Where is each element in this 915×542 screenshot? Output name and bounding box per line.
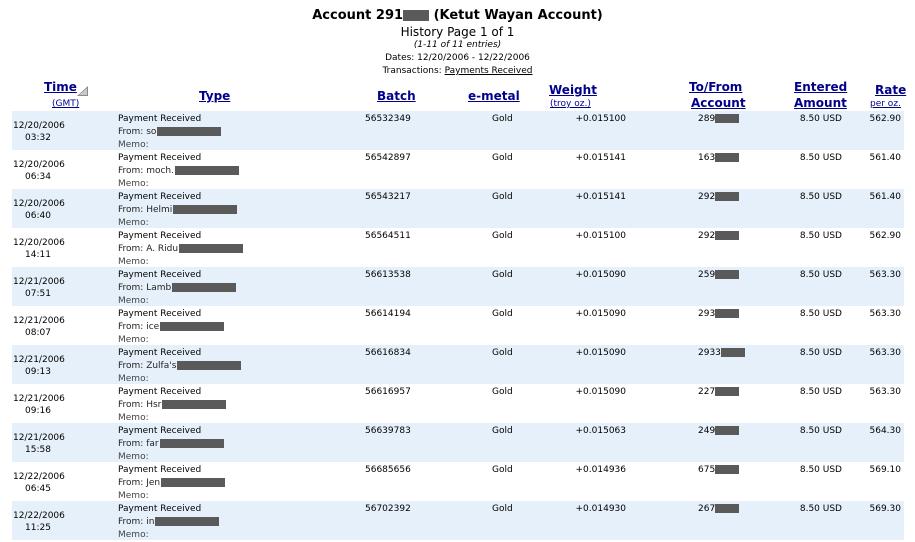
row-memo: Memo:: [118, 491, 149, 501]
row-time: 11:25: [25, 523, 51, 533]
redacted-block: [161, 478, 225, 487]
col-rate-unit[interactable]: per oz.: [870, 99, 901, 109]
row-metal: Gold: [492, 387, 513, 397]
redacted-block: [715, 114, 739, 123]
row-weight: +0.015141: [575, 153, 626, 163]
history-table: [12, 111, 904, 540]
account-number: Account 291: [312, 8, 404, 23]
row-metal: Gold: [492, 465, 513, 475]
redacted-block: [155, 517, 219, 526]
row-amount: 8.50 USD: [799, 387, 842, 397]
row-from: [118, 322, 224, 332]
row-from: [118, 478, 225, 488]
row-account-text: 289: [698, 114, 716, 124]
redacted-block: [715, 192, 739, 201]
row-metal: Gold: [492, 192, 513, 202]
row-memo: Memo:: [118, 374, 149, 384]
row-time: 09:16: [25, 406, 51, 416]
row-type: Payment Received: [118, 270, 202, 280]
row-weight: +0.015141: [575, 192, 626, 202]
date-range: Dates: 12/20/2006 - 12/22/2006: [385, 53, 530, 63]
row-type: Payment Received: [118, 348, 202, 358]
row-memo: Memo:: [118, 413, 149, 423]
col-rate-header[interactable]: Rate: [875, 83, 907, 97]
table-row: [12, 150, 904, 189]
row-metal: Gold: [492, 153, 513, 163]
row-memo: Memo:: [118, 296, 149, 306]
row-rate: 569.10: [869, 465, 901, 475]
row-rate: 564.30: [869, 426, 901, 436]
redacted-block: [172, 283, 236, 292]
row-from-text: From: Lamb: [118, 283, 172, 293]
row-from-text: From: so: [118, 127, 157, 137]
row-rate: 569.30: [869, 504, 901, 514]
row-amount: 8.50 USD: [799, 348, 842, 358]
row-weight: +0.015090: [575, 387, 626, 397]
row-amount: 8.50 USD: [799, 153, 842, 163]
row-from-text: From: Zulfa's: [118, 361, 177, 371]
col-time-header[interactable]: Time: [44, 80, 77, 94]
row-type: Payment Received: [118, 426, 202, 436]
row-account-text: 2933: [698, 348, 721, 358]
row-batch: 56616834: [365, 348, 411, 358]
row-memo: Memo:: [118, 530, 149, 540]
row-from: [118, 439, 224, 449]
row-amount: 8.50 USD: [799, 114, 842, 124]
col-weight-header[interactable]: Weight: [549, 83, 597, 97]
col-type-header[interactable]: Type: [199, 89, 231, 103]
redacted-block: [177, 361, 241, 370]
redacted-block: [162, 400, 226, 409]
table-row: [12, 228, 904, 267]
account-name: (Ketut Wayan Account): [433, 8, 603, 23]
redacted-block: [715, 270, 739, 279]
table-row: [12, 111, 904, 150]
row-from-text: From: ice: [118, 322, 160, 332]
table-row: [12, 462, 904, 501]
table-row: [12, 501, 904, 540]
payments-received-link[interactable]: Payments Received: [444, 66, 533, 76]
row-rate: 563.30: [869, 348, 901, 358]
col-weight-unit[interactable]: (troy oz.): [550, 99, 591, 109]
row-memo: Memo:: [118, 335, 149, 345]
row-time: 08:07: [25, 328, 51, 338]
row-batch: 56616957: [365, 387, 411, 397]
row-account-text: 293: [698, 309, 716, 319]
row-time: 06:34: [25, 172, 51, 182]
row-from-text: From: in: [118, 517, 155, 527]
history-page-title: History Page 1 of 1: [400, 25, 515, 39]
row-account: [698, 270, 739, 280]
row-date: 12/22/2006: [13, 511, 65, 521]
col-entered-header-line2[interactable]: Amount: [794, 96, 847, 110]
row-amount: 8.50 USD: [799, 504, 842, 514]
row-account-text: 259: [698, 270, 716, 280]
row-account: [698, 348, 745, 358]
row-amount: 8.50 USD: [799, 426, 842, 436]
sort-ascending-icon[interactable]: [77, 86, 88, 96]
redacted-block: [173, 205, 237, 214]
row-account: [698, 504, 739, 514]
row-account: [698, 465, 739, 475]
row-date: 12/21/2006: [13, 433, 65, 443]
table-row: [12, 189, 904, 228]
row-date: 12/22/2006: [13, 472, 65, 482]
row-date: 12/20/2006: [13, 121, 65, 131]
row-metal: Gold: [492, 114, 513, 124]
redacted-block: [403, 10, 429, 21]
row-rate: 563.30: [869, 309, 901, 319]
row-from-text: From: moch.: [118, 166, 174, 176]
row-batch: 56639783: [365, 426, 411, 436]
table-row: [12, 345, 904, 384]
row-metal: Gold: [492, 504, 513, 514]
col-batch-header[interactable]: Batch: [377, 89, 416, 103]
redacted-block: [715, 465, 739, 474]
row-rate: 561.40: [869, 153, 901, 163]
row-memo: Memo:: [118, 452, 149, 462]
row-account-text: 292: [698, 231, 716, 241]
redacted-block: [160, 439, 224, 448]
redacted-block: [715, 504, 739, 513]
row-date: 12/20/2006: [13, 199, 65, 209]
redacted-block: [160, 322, 224, 331]
row-weight: +0.015100: [575, 231, 626, 241]
row-type: Payment Received: [118, 387, 202, 397]
row-memo: Memo:: [118, 179, 149, 189]
row-from-text: From: A. Ridu: [118, 244, 179, 254]
redacted-block: [721, 348, 745, 357]
row-amount: 8.50 USD: [799, 465, 842, 475]
row-time: 07:51: [25, 289, 51, 299]
row-from: [118, 244, 243, 254]
row-batch: 56613538: [365, 270, 411, 280]
row-account-text: 227: [698, 387, 716, 397]
row-from: [118, 127, 221, 137]
row-time: 03:32: [25, 133, 51, 143]
redacted-block: [715, 153, 739, 162]
row-rate: 563.30: [869, 270, 901, 280]
row-date: 12/21/2006: [13, 277, 65, 287]
row-account: [698, 426, 739, 436]
row-account-text: 249: [698, 426, 716, 436]
row-date: 12/21/2006: [13, 394, 65, 404]
row-time: 06:40: [25, 211, 51, 221]
row-batch: 56685656: [365, 465, 411, 475]
table-row: [12, 384, 904, 423]
redacted-block: [157, 127, 221, 136]
row-type: Payment Received: [118, 192, 202, 202]
col-tofrom-header-line1[interactable]: To/From: [689, 80, 743, 94]
row-weight: +0.014930: [575, 504, 626, 514]
table-row: [12, 267, 904, 306]
row-account: [698, 309, 739, 319]
redacted-block: [175, 166, 239, 175]
row-rate: 561.40: [869, 192, 901, 202]
row-time: 09:13: [25, 367, 51, 377]
col-entered-header-line1[interactable]: Entered: [794, 80, 848, 94]
redacted-block: [179, 244, 243, 253]
row-type: Payment Received: [118, 114, 202, 124]
row-amount: 8.50 USD: [799, 192, 842, 202]
row-amount: 8.50 USD: [799, 309, 842, 319]
row-time: 06:45: [25, 484, 51, 494]
col-tofrom-header-line2[interactable]: Account: [691, 96, 746, 110]
table-row: [12, 306, 904, 345]
row-date: 12/21/2006: [13, 355, 65, 365]
row-metal: Gold: [492, 348, 513, 358]
row-weight: +0.015100: [575, 114, 626, 124]
row-from-text: From: Jen: [118, 478, 161, 488]
row-metal: Gold: [492, 270, 513, 280]
redacted-block: [715, 309, 739, 318]
row-batch: 56532349: [365, 114, 411, 124]
row-weight: +0.015090: [575, 309, 626, 319]
row-memo: Memo:: [118, 218, 149, 228]
row-account-text: 163: [698, 153, 716, 163]
row-account-text: 267: [698, 504, 716, 514]
row-weight: +0.015090: [575, 348, 626, 358]
row-rate: 563.30: [869, 387, 901, 397]
row-from: [118, 205, 237, 215]
row-batch: 56614194: [365, 309, 411, 319]
row-weight: +0.015090: [575, 270, 626, 280]
row-date: 12/20/2006: [13, 238, 65, 248]
row-account-text: 675: [698, 465, 716, 475]
row-from: [118, 517, 219, 527]
row-type: Payment Received: [118, 504, 202, 514]
row-type: Payment Received: [118, 153, 202, 163]
row-batch: 56702392: [365, 504, 411, 514]
row-rate: 562.90: [869, 114, 901, 124]
redacted-block: [715, 426, 739, 435]
row-account: [698, 387, 739, 397]
row-from: [118, 361, 241, 371]
transactions-filter: [0, 66, 915, 76]
row-memo: Memo:: [118, 257, 149, 267]
row-account: [698, 114, 739, 124]
row-type: Payment Received: [118, 231, 202, 241]
row-type: Payment Received: [118, 465, 202, 475]
col-time-gmt[interactable]: (GMT): [52, 99, 80, 109]
transactions-label: Transactions:: [382, 66, 442, 76]
row-time: 14:11: [25, 250, 51, 260]
row-from-text: From: Helmi: [118, 205, 173, 215]
row-account-text: 292: [698, 192, 716, 202]
row-date: 12/20/2006: [13, 160, 65, 170]
row-batch: 56564511: [365, 231, 411, 241]
redacted-block: [715, 387, 739, 396]
row-from: [118, 166, 239, 176]
row-time: 15:58: [25, 445, 51, 455]
row-from-text: From: far: [118, 439, 159, 449]
row-account: [698, 153, 739, 163]
row-account: [698, 231, 739, 241]
row-batch: 56542897: [365, 153, 411, 163]
row-metal: Gold: [492, 231, 513, 241]
row-type: Payment Received: [118, 309, 202, 319]
entries-count: (1-11 of 11 entries): [413, 40, 502, 50]
row-from: [118, 283, 236, 293]
row-account: [698, 192, 739, 202]
row-date: 12/21/2006: [13, 316, 65, 326]
row-amount: 8.50 USD: [799, 231, 842, 241]
row-metal: Gold: [492, 426, 513, 436]
row-amount: 8.50 USD: [799, 270, 842, 280]
row-metal: Gold: [492, 309, 513, 319]
account-title: [0, 8, 915, 23]
row-memo: Memo:: [118, 140, 149, 150]
row-weight: +0.015063: [575, 426, 626, 436]
row-batch: 56543217: [365, 192, 411, 202]
row-rate: 562.90: [869, 231, 901, 241]
table-row: [12, 423, 904, 462]
col-emetal-header[interactable]: e-metal: [468, 89, 520, 103]
row-weight: +0.014936: [575, 465, 626, 475]
row-from-text: From: Hsr: [118, 400, 162, 410]
row-from: [118, 400, 226, 410]
redacted-block: [715, 231, 739, 240]
